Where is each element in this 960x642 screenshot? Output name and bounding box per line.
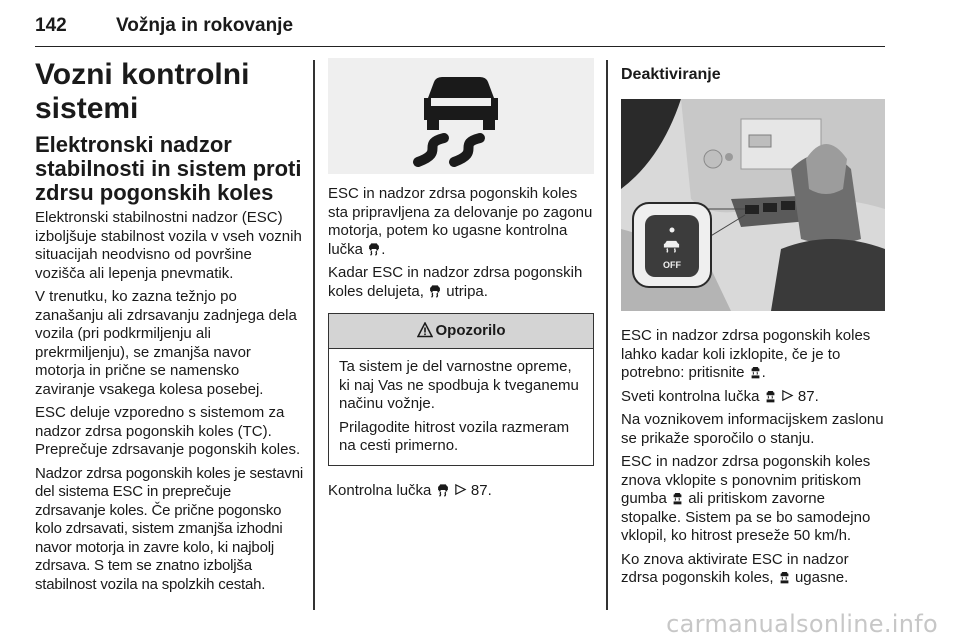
warning-text: Ta sistem je del varnostne opreme, ki naj Vas ne spodbuja k tveganemu načinu vožnje. [339, 358, 579, 412]
warning-triangle-icon [417, 322, 433, 338]
watermark: carmanualsonline.info [666, 610, 938, 638]
symbol-illustration [328, 58, 594, 174]
center-console-photo [621, 99, 885, 311]
column-divider [606, 60, 608, 610]
paragraph: Nadzor zdrsa pogonskih koles je sestavni del sistema ESC in preprečuje zdrsavanje koles. Če prične pogonsko kolo zdrsavati, sistem zmanjša izhodni navor motorja in zavre kolo, ki najbolj zdrsava. S tem se znatno izboljša stabilnost vozila na spolzkih cestah. [35, 464, 303, 593]
paragraph: V trenutku, ko zazna težnjo po zanašanju ali zdrsavanju zadnjega dela vozila (pri podkrmiljenju ali prekrmiljenju), se zmanjša navor motorja in prične se namensko zaviranje vsakega kolesa posebej. [35, 288, 297, 398]
paragraph: Ko znova aktivirate ESC in nadzor zdrsa pogonskih koles, [621, 550, 849, 586]
esc-warning-light-icon [367, 242, 381, 256]
esc-off-button-icon [749, 366, 762, 379]
page-header [35, 6, 885, 47]
paragraph: ESC in nadzor zdrsa pogonskih koles sta pripravljena za delovanje po zagonu motorja, potem ko ugasne kontrolna lučka [328, 185, 593, 258]
warning-text: Prilagodite hitrost vozila razmeram na cesti primerno. [339, 418, 570, 454]
paragraph: Sveti kontrolna lučka [621, 387, 760, 405]
paragraph: Elektronski stabilnostni nadzor (ESC) izboljšuje stabilnost vozila v vseh voznih situacijah neodvisno od površine vozišča ali lepenja pnevmatik. [35, 209, 302, 282]
page-number: 142 [35, 15, 67, 36]
page-reference-icon [781, 389, 794, 402]
subsection-heading: Elektronski nadzor stabilnosti in sistem proti zdrsu pogonskih koles [35, 132, 302, 205]
section-title: Vožnja in rokovanje [116, 15, 294, 36]
esc-warning-light-icon [436, 483, 450, 497]
esc-warning-light-icon [428, 284, 442, 298]
page-reference-icon [454, 483, 467, 496]
column-left [35, 58, 303, 599]
center-console-illustration [621, 99, 885, 311]
chapter-heading: Vozni kontrolni sistemi [35, 58, 250, 125]
paragraph: Kadar ESC in nadzor zdrsa pogonskih koles delujeta, [328, 264, 583, 300]
esc-skid-car-icon [328, 58, 594, 174]
paragraph: ESC in nadzor zdrsa pogonskih koles znova vklopite s ponovnim pritiskom gumba [621, 453, 871, 507]
column-middle: ESC in nadzor zdrsa pogonskih koles sta pripravljena za delovanje po zagonu motorja, potem ko ugasne kontrolna lučka . Kadar ESC in nadzor zdrsa pogonskih koles delujeta, utripa. Opozorilo Ta sistem je del varnostne opreme, ki naj Vas ne spodbuja k tveganemu načinu vožnje. Prilagodite hitrost vozila razmeram na cesti primerno. Kontrolna lučka 87. [328, 58, 594, 505]
column-right: Deaktiviranje OFF ESC in nadzor zdrsa pogonskih koles lahko kadar koli izklopite, če je to potrebno: pritisnite . Sveti kontrolna lučka 87. Na voznikovem informacijskem zaslonu se prikaže sporočilo o stanju. ESC in nadzor zdrsa pogonskih koles znova vklopite s ponovnim pritiskom gumba ali pritiskom zavorne stopalke. Sistem pa se bo samodejno vklopil, ko hitrost preseže 50 km/h. Ko znova aktivirate ESC in nadzor zdrsa pogonskih koles, ugasne. [621, 58, 887, 593]
paragraph: ESC deluje vzporedno s sistemom za nadzor zdrsa pogonskih koles (TC). Preprečuje zdrsavanje pogonskih koles. [35, 404, 301, 458]
esc-off-button-icon [671, 492, 684, 505]
subsection-heading: Deaktiviranje [621, 66, 721, 83]
warning-header [329, 314, 593, 349]
warning-box [328, 313, 594, 466]
paragraph: ESC in nadzor zdrsa pogonskih koles lahko kadar koli izklopite, če je to potrebno: pritisnite [621, 327, 871, 381]
column-divider [313, 60, 315, 610]
paragraph: Na voznikovem informacijskem zaslonu se prikaže sporočilo o stanju. [621, 411, 884, 447]
warning-title: Opozorilo [435, 322, 506, 339]
button-off-label: OFF [663, 260, 681, 270]
esc-off-light-icon [778, 571, 791, 584]
esc-off-light-icon [764, 390, 777, 403]
paragraph: Kontrolna lučka [328, 481, 432, 499]
